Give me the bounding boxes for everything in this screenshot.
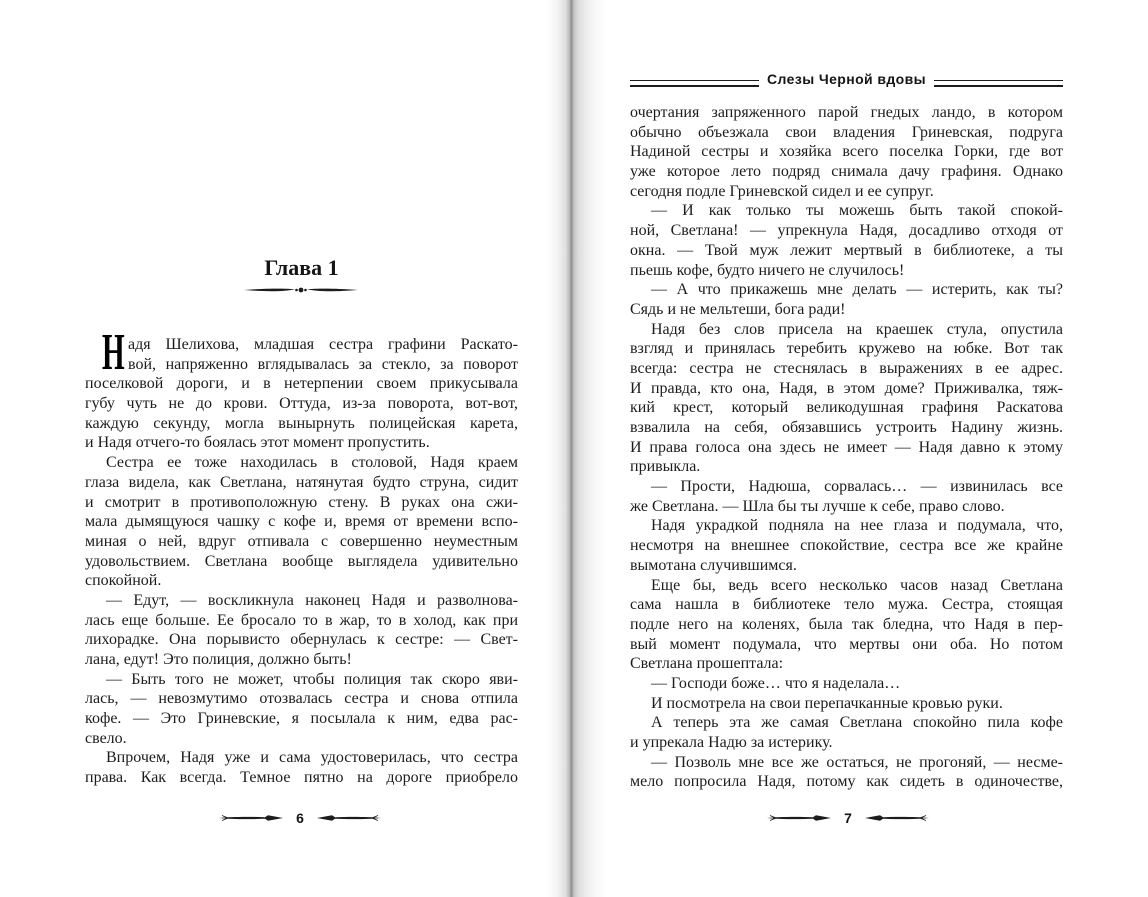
text-line: Сядь и не мельтеши, бога ради!	[630, 300, 846, 318]
text-line: ной, Светлана! — упрекнула Надя, досадливо отходя от	[630, 222, 1063, 240]
text-line: кофе. — Это Гриневские, я посылала к ним, едва рас-	[85, 710, 518, 728]
paragraph	[85, 748, 518, 787]
text-line: Надя без слов присела на краешек стула, опустила	[651, 320, 1063, 338]
text-line: — Господи боже… что я наделала…	[651, 674, 901, 692]
text-line: каждую секунду, могла вынырнуть полицейская карета,	[85, 414, 518, 432]
running-header	[630, 66, 1063, 88]
paragraph	[85, 335, 518, 453]
text-line: — Позволь мне все же остаться, не прогоняй, — несме-	[651, 753, 1063, 771]
paragraph	[630, 694, 1063, 714]
footer-ornament-left	[767, 813, 831, 823]
text-line: сама нашла в библиотеке тело мужа. Сестра, стоящая	[630, 596, 1063, 614]
paragraph	[630, 201, 1063, 280]
text-line: кий крест, который великодушная графиня Раскатова	[630, 399, 1063, 417]
text-line: очертания запряженного парой гнедых ландо, в котором	[630, 104, 1063, 121]
text-line: лась еще больше. Ее бросало то в жар, то в холод, как при	[85, 611, 518, 629]
text-line: права. Как всегда. Темное пятно на дороге приобрело	[85, 769, 518, 787]
paragraph	[630, 477, 1063, 516]
header-rule-right	[934, 80, 1063, 87]
paragraph	[630, 713, 1063, 752]
text-line: — И как только ты можешь быть такой спокой-	[651, 202, 1063, 220]
text-line: мала дымящуюся чашку с кофе и, время от времени вспо-	[85, 513, 518, 531]
text-line: подле него на коленях, была так бледна, что Надя в пер-	[630, 615, 1063, 633]
text-line: И посмотрела на свои перепачканные кровью руки.	[651, 694, 1003, 712]
text-line: адя Шелихова, младшая сестра графини Раскато-	[128, 336, 518, 353]
text-line: поселковой дороги, и в нетерпении своем прикусывала	[85, 375, 518, 393]
header-rule-left	[630, 80, 759, 87]
book-title: Слезы Черной вдовы	[767, 71, 926, 87]
footer-ornament-left	[219, 813, 283, 823]
text-line: лихорадке. Она порывисто обернулась к сестре: — Свет-	[85, 631, 518, 649]
right-page-text	[630, 103, 1063, 792]
paragraph	[630, 103, 1063, 201]
text-line: И правда, кто она, Надя, в этом доме? Приживалка, тяж-	[630, 379, 1063, 397]
text-line: Светлана прошептала:	[630, 655, 784, 673]
text-line: спокойной.	[85, 572, 162, 590]
text-line: взгляд и принялась теребить кружево на юбке. Вот так	[630, 340, 1063, 358]
text-line: — Едут, — воскликнула наконец Надя и разволнова-	[106, 591, 518, 609]
text-line: — А что прикажешь мне делать — истерить, как ты?	[651, 281, 1063, 299]
text-line: несмотря на внешнее спокойствие, сестра все же крайне	[630, 537, 1063, 555]
paragraph	[85, 453, 518, 591]
text-line: Впрочем, Надя уже и сама удостоверилась, что сестра	[106, 749, 518, 767]
text-line: Надиной сестры и хозяйка всего поселка Горки, где вот	[630, 143, 1063, 161]
drop-cap: Н	[102, 324, 125, 381]
text-line: мело попросила Надя, потому как сидеть в одиночестве,	[630, 773, 1063, 791]
text-line: всегда: сестра не стеснялась в выражениях в ее адрес.	[630, 359, 1063, 377]
text-line: сегодня подле Гриневской сидел и ее супруг.	[630, 182, 934, 200]
text-line: — Быть того не может, чтобы полиция так скоро яви-	[106, 670, 518, 688]
paragraph	[630, 320, 1063, 478]
text-line: — Прости, Надюша, сорвалась… — извинилась все	[651, 478, 1063, 496]
text-line: окна. — Твой муж лежит мертвый в библиотеке, а ты	[630, 241, 1063, 259]
paragraph	[85, 670, 518, 749]
paragraph	[630, 516, 1063, 575]
paragraph	[630, 576, 1063, 674]
text-line: глаза видела, как Светлана, натянутая будто струна, сидит	[85, 473, 518, 491]
book-gutter-shadow	[546, 0, 608, 897]
text-line: губу чуть не до крови. Оттуда, из-за поворота, вот-вот,	[85, 395, 518, 413]
text-line: и смотрит в противоположную стену. В руках она сжи-	[85, 493, 518, 511]
paragraph	[85, 591, 518, 670]
footer-ornament-right	[317, 813, 381, 823]
text-line: удовольствием. Светлана вообще выглядела удивительно	[85, 552, 518, 570]
text-line: свело.	[85, 729, 127, 747]
left-page-text	[85, 324, 518, 788]
text-line: вой, напряженно вглядывалась за стекло, за поворот	[128, 355, 518, 373]
paragraph	[630, 280, 1063, 319]
text-line: Сестра ее тоже находилась в столовой, Надя краем	[106, 454, 518, 472]
page-number: 7	[844, 810, 852, 826]
footer-ornament-right	[865, 813, 929, 823]
paragraph	[630, 753, 1063, 792]
text-line: взвалила на себя, обязавшись устроить Надину жизнь.	[630, 419, 1063, 436]
text-line: миная о ней, вдруг отпивала с совершенно неуместным	[85, 532, 518, 550]
text-line: обычно объезжала свои владения Гриневская, подруга	[630, 123, 1063, 141]
chapter-title: Глава 1	[264, 255, 339, 280]
left-page-footer	[214, 808, 386, 828]
text-line: лана, едут! Это полиция, должно быть!	[85, 651, 352, 668]
text-line: пьешь кофе, будто ничего не случилось!	[630, 261, 905, 279]
text-line: вый момент подумала, что мертвы они оба. Но потом	[630, 635, 1063, 653]
text-line: Надя украдкой подняла на нее глаза и подумала, что,	[651, 517, 1063, 535]
text-line: А теперь эта же самая Светлана спокойно пила кофе	[651, 714, 1063, 732]
text-line: и упрекала Надю за истерику.	[630, 734, 833, 751]
text-line: же Светлана. — Шла бы ты лучше к себе, право слово.	[630, 497, 1005, 515]
page-number: 6	[296, 810, 304, 826]
text-line: и Надя отчего-то боялась этот момент пропустить.	[85, 434, 430, 452]
text-line: вымотана случившимся.	[630, 556, 797, 574]
chapter-ornament	[244, 284, 358, 296]
paragraph	[630, 674, 1063, 694]
text-line: Еще бы, ведь всего несколько часов назад Светлана	[651, 576, 1063, 594]
text-line: И права голоса она здесь не имеет — Надя давно к этому	[630, 438, 1063, 456]
text-line: лась, — невозмутимо отозвалась сестра и снова отпила	[85, 690, 518, 708]
text-line: уже которое лето подряд снимала дачу графиня. Однако	[630, 163, 1063, 181]
right-page-footer	[762, 808, 934, 828]
left-page	[0, 0, 566, 897]
text-line: привыкла.	[630, 458, 701, 476]
